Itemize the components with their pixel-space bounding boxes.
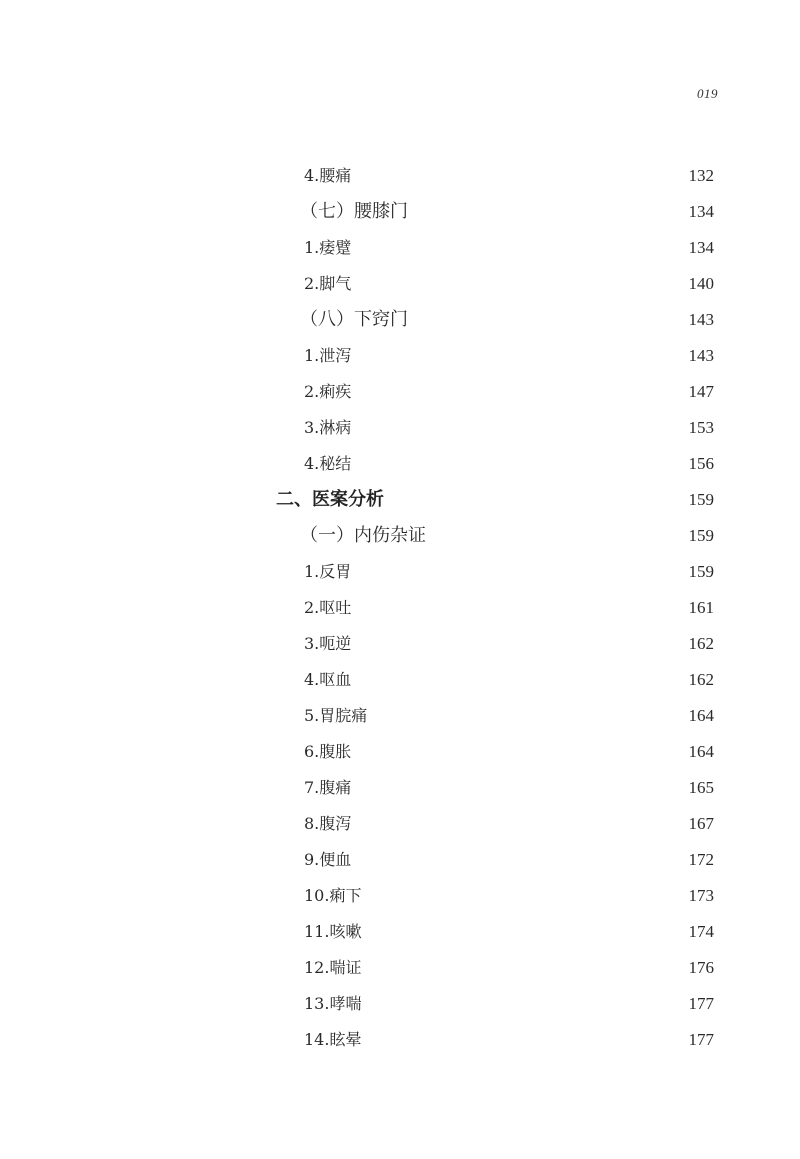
toc-entry-page-number: 176 <box>688 958 714 977</box>
toc-entry-page-number: 132 <box>688 166 714 185</box>
toc-entry[interactable] <box>0 878 800 914</box>
toc-entry-title: 4.腰痛 <box>304 166 352 185</box>
toc-entry-title: 10.痢下 <box>304 886 362 905</box>
toc-entry-page-number: 159 <box>688 490 714 509</box>
toc-entry-page-number: 159 <box>688 526 714 545</box>
toc-entry-page-number: 140 <box>688 274 714 293</box>
toc-entry-page-number: 147 <box>688 382 714 401</box>
toc-entry[interactable] <box>0 986 800 1022</box>
toc-entry-title: （八）下窍门 <box>300 309 408 330</box>
toc-entry[interactable] <box>0 914 800 950</box>
toc-entry[interactable] <box>0 338 800 374</box>
toc-entry[interactable] <box>0 266 800 302</box>
toc-entry[interactable] <box>0 590 800 626</box>
toc-entry-title: 3.呃逆 <box>304 634 352 653</box>
toc-entry-title: 13.哮喘 <box>304 994 362 1013</box>
toc-entry[interactable] <box>0 518 800 554</box>
toc-entry-title: 二、医案分析 <box>276 489 384 510</box>
toc-entry-title: 2.呕吐 <box>304 598 352 617</box>
toc-entry-title: 4.呕血 <box>304 670 352 689</box>
toc-entry-page-number: 162 <box>688 670 714 689</box>
toc-entry[interactable] <box>0 302 800 338</box>
toc-entry-title: 6.腹胀 <box>304 742 352 761</box>
toc-entry-page-number: 172 <box>688 850 714 869</box>
toc-entry[interactable] <box>0 482 800 518</box>
toc-entry-page-number: 164 <box>688 742 714 761</box>
toc-entry-page-number: 162 <box>688 634 714 653</box>
toc-entry-title: 8.腹泻 <box>304 814 352 833</box>
toc-entry-page-number: 177 <box>688 1030 714 1049</box>
toc-entry[interactable] <box>0 950 800 986</box>
table-of-contents <box>0 158 800 1058</box>
toc-entry-page-number: 161 <box>688 598 714 617</box>
toc-entry-title: 4.秘结 <box>304 454 352 473</box>
toc-entry-page-number: 153 <box>688 418 714 437</box>
toc-entry[interactable] <box>0 662 800 698</box>
toc-entry-title: 12.喘证 <box>304 958 362 977</box>
toc-entry[interactable] <box>0 806 800 842</box>
toc-entry-title: （一）内伤杂证 <box>300 525 426 546</box>
toc-entry[interactable] <box>0 1022 800 1058</box>
toc-entry-page-number: 173 <box>688 886 714 905</box>
toc-entry-page-number: 134 <box>688 238 714 257</box>
toc-entry[interactable] <box>0 770 800 806</box>
toc-entry-page-number: 143 <box>688 346 714 365</box>
page-number: 019 <box>697 86 718 101</box>
toc-entry-title: 1.痿躄 <box>304 238 352 257</box>
toc-entry-page-number: 174 <box>688 922 714 941</box>
toc-entry-page-number: 164 <box>688 706 714 725</box>
toc-entry[interactable] <box>0 158 800 194</box>
toc-entry[interactable] <box>0 698 800 734</box>
toc-entry-page-number: 143 <box>688 310 714 329</box>
toc-entry-title: 2.脚气 <box>304 274 352 293</box>
toc-entry-title: （七）腰膝门 <box>300 201 408 222</box>
toc-entry-page-number: 159 <box>688 562 714 581</box>
toc-entry[interactable] <box>0 626 800 662</box>
toc-entry-title: 1.泄泻 <box>304 346 352 365</box>
toc-entry-page-number: 156 <box>688 454 714 473</box>
toc-entry-page-number: 177 <box>688 994 714 1013</box>
toc-entry-page-number: 134 <box>688 202 714 221</box>
toc-entry-title: 3.淋病 <box>304 418 352 437</box>
toc-entry-page-number: 165 <box>688 778 714 797</box>
toc-entry[interactable] <box>0 446 800 482</box>
toc-entry[interactable] <box>0 842 800 878</box>
toc-entry[interactable] <box>0 554 800 590</box>
toc-entry-title: 9.便血 <box>304 850 352 869</box>
toc-entry-title: 11.咳嗽 <box>304 922 362 941</box>
toc-entry-page-number: 167 <box>688 814 714 833</box>
toc-entry-title: 7.腹痛 <box>304 778 352 797</box>
toc-entry[interactable] <box>0 410 800 446</box>
toc-entry-title: 1.反胃 <box>304 562 352 581</box>
toc-entry-title: 14.眩晕 <box>304 1030 362 1049</box>
toc-entry[interactable] <box>0 230 800 266</box>
toc-entry[interactable] <box>0 194 800 230</box>
toc-entry[interactable] <box>0 734 800 770</box>
toc-entry-title: 2.痢疾 <box>304 382 352 401</box>
toc-entry[interactable] <box>0 374 800 410</box>
toc-entry-title: 5.胃脘痛 <box>304 706 368 725</box>
